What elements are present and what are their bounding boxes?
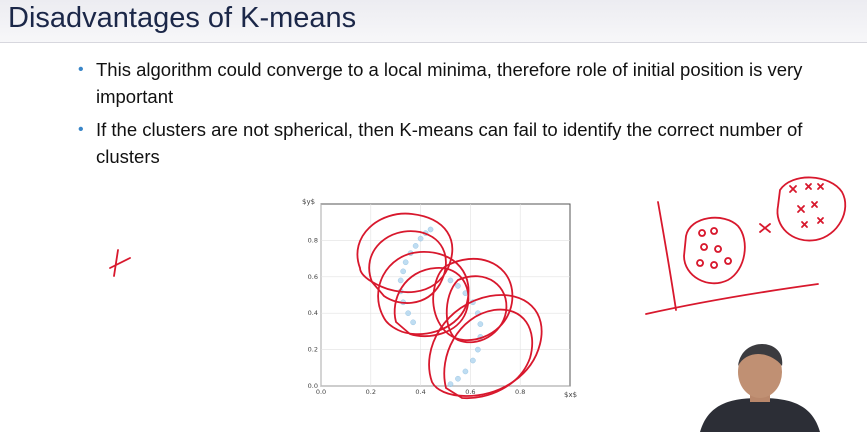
data-point bbox=[398, 289, 403, 294]
data-point bbox=[470, 358, 475, 363]
bullet-item bbox=[78, 116, 848, 170]
bullet-dot-icon: • bbox=[78, 121, 84, 138]
data-point bbox=[475, 311, 480, 316]
bullet-list bbox=[78, 56, 848, 176]
data-point bbox=[463, 369, 468, 374]
data-point bbox=[455, 283, 460, 288]
data-point bbox=[401, 300, 406, 305]
data-point bbox=[401, 269, 406, 274]
data-point bbox=[403, 260, 408, 265]
data-point bbox=[428, 227, 433, 232]
data-point bbox=[470, 300, 475, 305]
ink-cross-mark bbox=[760, 224, 770, 232]
data-point bbox=[418, 236, 423, 241]
slide-title: Disadvantages of K-means bbox=[8, 2, 357, 34]
y-tick-label: 0.6 bbox=[307, 272, 318, 281]
data-point bbox=[448, 278, 453, 283]
data-point bbox=[478, 334, 483, 339]
ink-cross-mark bbox=[110, 250, 130, 276]
data-point bbox=[413, 243, 418, 248]
data-point bbox=[411, 320, 416, 325]
x-tick-label: 0.6 bbox=[465, 388, 476, 396]
bullet-text: This algorithm could converge to a local minima, therefore role of initial position is very important bbox=[96, 59, 803, 107]
data-point bbox=[448, 382, 453, 387]
scatter-chart bbox=[296, 192, 592, 402]
data-point bbox=[423, 231, 428, 236]
ink-axis-line bbox=[658, 202, 676, 310]
y-axis-label: $y$ bbox=[302, 198, 316, 206]
bullet-item bbox=[78, 56, 848, 110]
presenter-video bbox=[700, 342, 820, 432]
title-bar bbox=[0, 0, 867, 43]
data-point bbox=[455, 376, 460, 381]
data-point bbox=[408, 251, 413, 256]
x-tick-label: 0.2 bbox=[365, 388, 376, 396]
presenter-shoulders bbox=[700, 398, 820, 432]
y-tick-labels bbox=[308, 236, 318, 390]
data-point bbox=[478, 322, 483, 327]
data-point bbox=[463, 291, 468, 296]
x-tick-labels bbox=[316, 388, 526, 396]
ink-point-marks bbox=[790, 184, 823, 227]
y-tick-label: 0.8 bbox=[307, 236, 318, 245]
y-tick-label: 0.4 bbox=[307, 309, 318, 318]
data-point bbox=[475, 347, 480, 352]
x-tick-label: 0.0 bbox=[315, 388, 327, 396]
ink-point-marks bbox=[697, 228, 731, 268]
bullet-dot-icon: • bbox=[78, 61, 84, 78]
plot-area bbox=[321, 204, 570, 386]
data-point bbox=[398, 278, 403, 283]
bullet-text: If the clusters are not spherical, then K-means can fail to identify the correct number of clusters bbox=[96, 119, 803, 167]
ink-axis-line bbox=[646, 284, 818, 314]
ink-cluster-circle bbox=[684, 218, 745, 284]
x-axis-label: $x$ bbox=[564, 391, 578, 399]
y-tick-label: 0.0 bbox=[307, 382, 318, 390]
x-tick-label: 0.4 bbox=[415, 388, 426, 396]
y-tick-label: 0.2 bbox=[307, 345, 318, 354]
data-point bbox=[406, 311, 411, 316]
ink-cluster-circle bbox=[777, 177, 845, 240]
x-tick-label: 0.8 bbox=[515, 388, 526, 396]
